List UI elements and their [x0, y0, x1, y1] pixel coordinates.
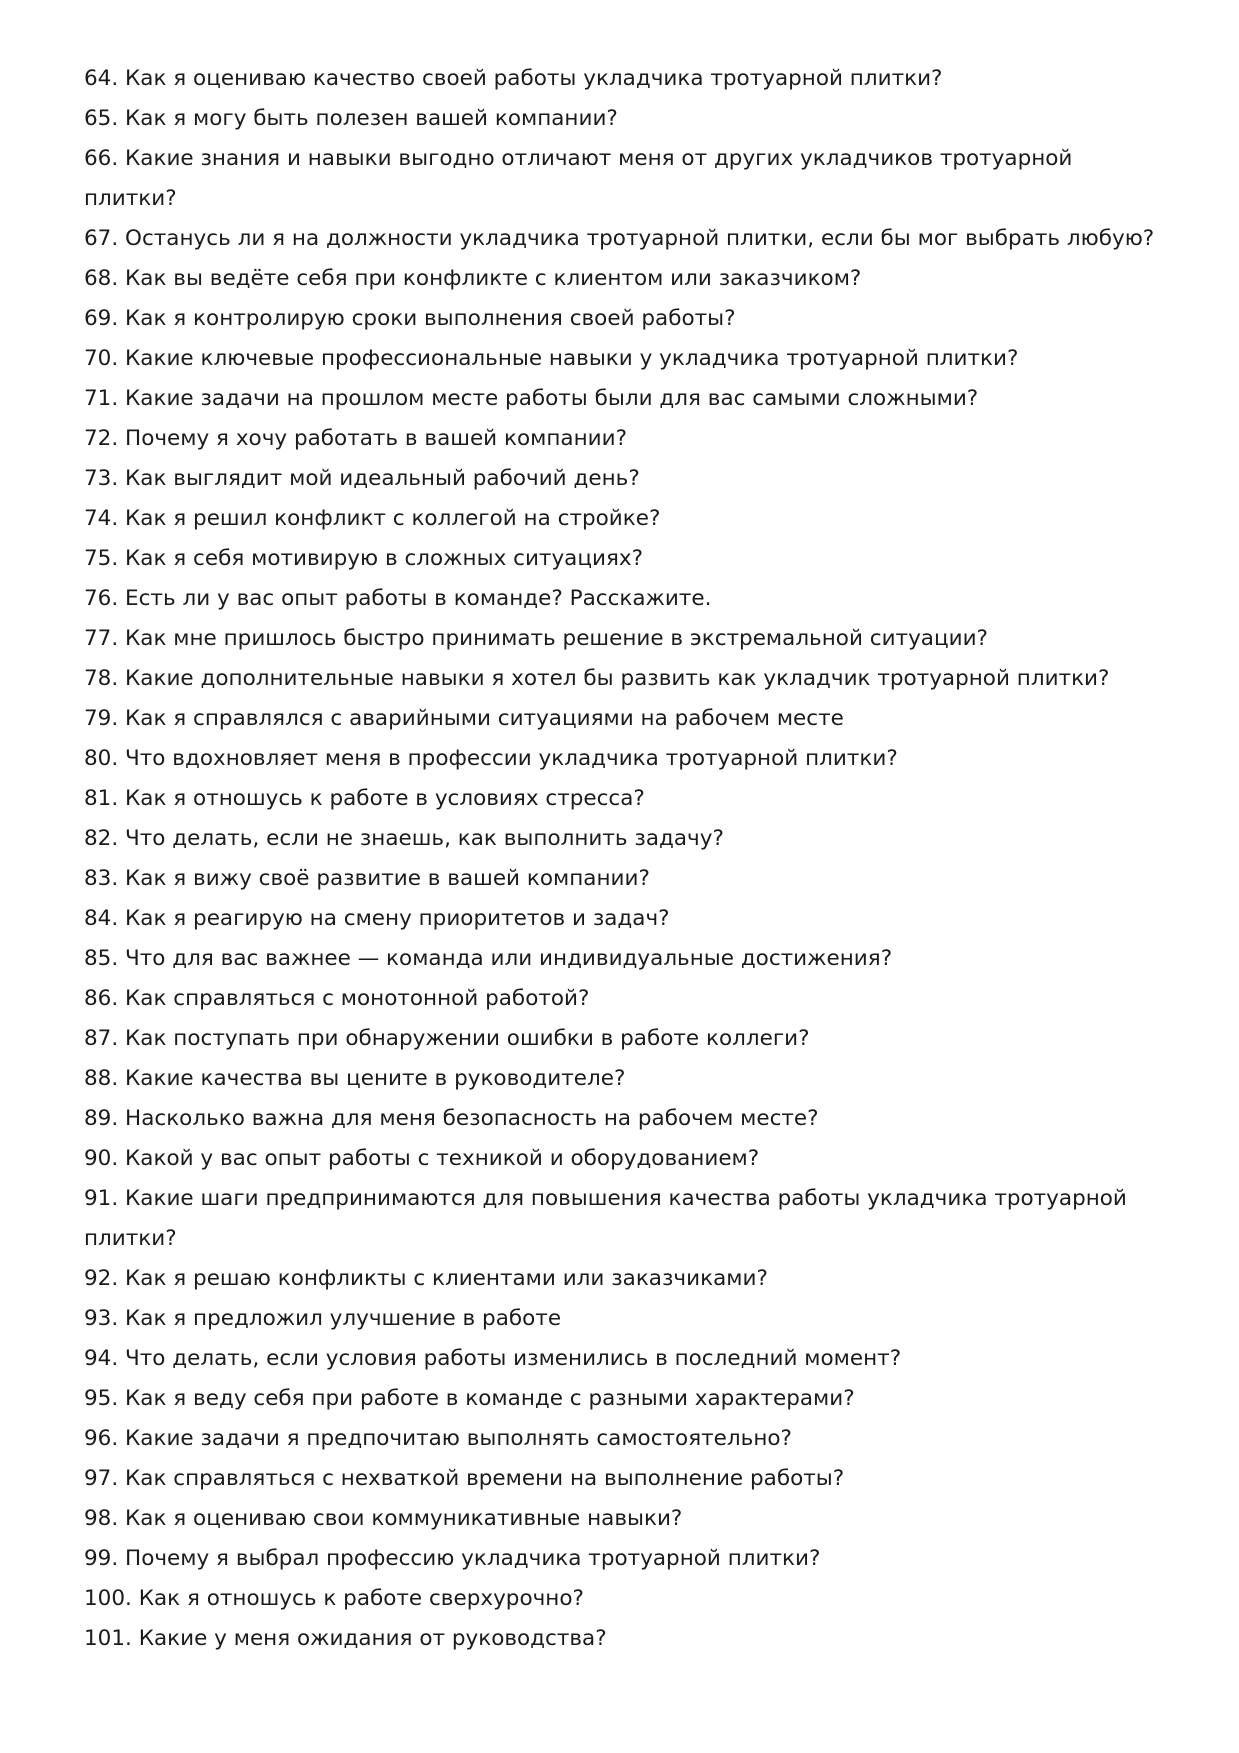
question-item: 88. Какие качества вы цените в руководителе? — [84, 1066, 626, 1091]
question-item: 76. Есть ли у вас опыт работы в команде? Расскажите. — [84, 586, 712, 611]
question-item: 70. Какие ключевые профессиональные навыки у укладчика тротуарной плитки? — [84, 346, 1019, 371]
question-item: 83. Как я вижу своё развитие в вашей компании? — [84, 866, 650, 891]
question-item: 90. Какой у вас опыт работы с техникой и оборудованием? — [84, 1146, 760, 1171]
question-item: 71. Какие задачи на прошлом месте работы были для вас самыми сложными? — [84, 386, 979, 411]
question-item: 97. Как справляться с нехваткой времени на выполнение работы? — [84, 1466, 845, 1491]
question-item: 65. Как я могу быть полезен вашей компании? — [84, 106, 618, 131]
question-item: 92. Как я решаю конфликты с клиентами или заказчиками? — [84, 1266, 768, 1291]
question-item: 91. Какие шаги предпринимаются для повышения качества работы укладчика тротуарной плитки? — [84, 1186, 1127, 1251]
question-item: 84. Как я реагирую на смену приоритетов и задач? — [84, 906, 670, 931]
question-item: 93. Как я предложил улучшение в работе — [84, 1306, 562, 1331]
question-item: 81. Как я отношусь к работе в условиях стресса? — [84, 786, 645, 811]
question-item: 98. Как я оцениваю свои коммуникативные навыки? — [84, 1506, 683, 1531]
question-item: 95. Как я веду себя при работе в команде с разными характерами? — [84, 1386, 855, 1411]
question-item: 66. Какие знания и навыки выгодно отличают меня от других укладчиков тротуарной плитки? — [84, 146, 1073, 211]
question-item: 87. Как поступать при обнаружении ошибки в работе коллеги? — [84, 1026, 810, 1051]
question-item: 67. Останусь ли я на должности укладчика тротуарной плитки, если бы мог выбрать любую? — [84, 226, 1155, 251]
question-item: 78. Какие дополнительные навыки я хотел бы развить как укладчик тротуарной плитки? — [84, 666, 1110, 691]
question-item: 101. Какие у меня ожидания от руководства? — [84, 1626, 607, 1651]
question-item: 79. Как я справлялся с аварийными ситуациями на рабочем месте — [84, 706, 844, 731]
question-item: 77. Как мне пришлось быстро принимать решение в экстремальной ситуации? — [84, 626, 988, 651]
question-item: 86. Как справляться с монотонной работой? — [84, 986, 590, 1011]
question-item: 82. Что делать, если не знаешь, как выполнить задачу? — [84, 826, 724, 851]
question-item: 80. Что вдохновляет меня в профессии укладчика тротуарной плитки? — [84, 746, 898, 771]
question-list — [84, 59, 1164, 1659]
question-item: 85. Что для вас важнее — команда или индивидуальные достижения? — [84, 946, 893, 971]
question-item: 100. Как я отношусь к работе сверхурочно? — [84, 1586, 584, 1611]
question-item: 75. Как я себя мотивирую в сложных ситуациях? — [84, 546, 644, 571]
question-item: 68. Как вы ведёте себя при конфликте с клиентом или заказчиком? — [84, 266, 862, 291]
question-item: 96. Какие задачи я предпочитаю выполнять самостоятельно? — [84, 1426, 792, 1451]
question-item: 64. Как я оцениваю качество своей работы укладчика тротуарной плитки? — [84, 66, 943, 91]
question-item: 73. Как выглядит мой идеальный рабочий день? — [84, 466, 640, 491]
question-item: 69. Как я контролирую сроки выполнения своей работы? — [84, 306, 736, 331]
question-item: 72. Почему я хочу работать в вашей компании? — [84, 426, 627, 451]
question-item: 94. Что делать, если условия работы изменились в последний момент? — [84, 1346, 902, 1371]
question-item: 89. Насколько важна для меня безопасность на рабочем месте? — [84, 1106, 819, 1131]
question-item: 74. Как я решил конфликт с коллегой на стройке? — [84, 506, 661, 531]
question-item: 99. Почему я выбрал профессию укладчика тротуарной плитки? — [84, 1546, 821, 1571]
